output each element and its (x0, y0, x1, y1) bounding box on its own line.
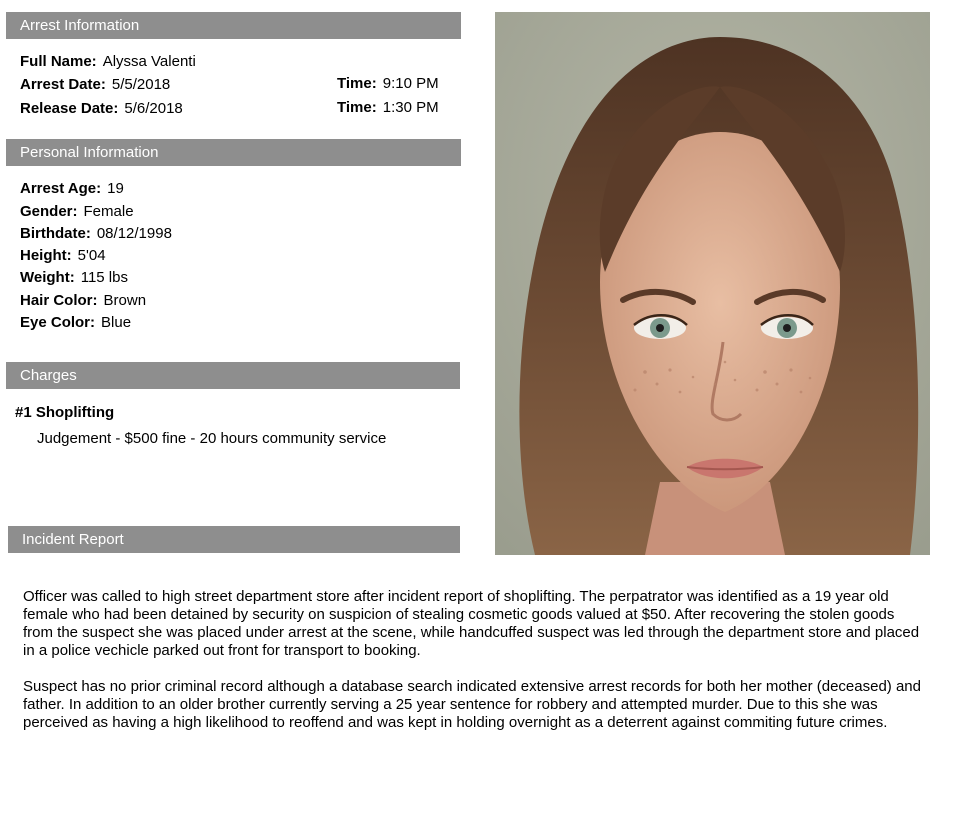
arrest-time-row (337, 74, 439, 94)
personal-field-row (20, 224, 172, 244)
gender-value: Female (83, 203, 134, 220)
arrest-date-label: Arrest Date: (20, 76, 106, 93)
release-time-label: Time: (337, 99, 377, 116)
weight-value: 115 lbs (80, 269, 128, 286)
personal-field-row (20, 268, 128, 288)
personal-field-row (20, 291, 146, 311)
incident-paragraph: Officer was called to high street department store after incident report of shoplifting. The perpatrator was identified as a 19 year old female who had been detained by security on suspicion of stealing cosmetic goods valued at $50. After recovering the stolen goods from the suspect she was placed under arrest at the scene, while handcuffed suspect was led through the department store and placed in a police vechicle parked out front for transport to booking. (23, 588, 920, 659)
arrest-date-value: 5/5/2018 (111, 76, 171, 93)
eye-color-value: Blue (101, 314, 132, 331)
gender-label: Gender: (20, 203, 78, 220)
hair-color-label: Hair Color: (20, 292, 98, 309)
full-name-label: Full Name: (20, 53, 97, 70)
mugshot-photo (495, 12, 930, 555)
charge-title: #1 Shoplifting (15, 404, 115, 421)
charges-header: Charges (6, 362, 460, 389)
weight-label: Weight: (20, 269, 75, 286)
arrest-age-value: 19 (107, 180, 124, 197)
birthdate-value: 08/12/1998 (96, 225, 172, 242)
arrest-time-value: 9:10 PM (382, 75, 439, 92)
arrest-date-row (20, 75, 170, 95)
arrest-information-header: Arrest Information (6, 12, 461, 39)
eye-color-label: Eye Color: (20, 314, 96, 331)
height-value: 5'04 (77, 247, 106, 264)
release-date-value: 5/6/2018 (124, 100, 183, 117)
mugshot-illustration (495, 12, 930, 555)
incident-report-header: Incident Report (8, 526, 460, 553)
personal-information-header: Personal Information (6, 139, 461, 166)
birthdate-label: Birthdate: (20, 225, 91, 242)
incident-paragraph: Suspect has no prior criminal record although a database search indicated extensive arrest records for both her mother (deceased) and father. In addition to an older brother currently serving a 25 year sentence for robbery and attempted murder. Due to this she was perceived as having a high likelihood to reoffend and was kept in holding overnight as a deterrent against commiting future crimes. (23, 678, 921, 731)
personal-field-row (20, 179, 124, 199)
height-label: Height: (20, 247, 72, 264)
release-date-label: Release Date: (20, 100, 119, 117)
hair-color-value: Brown (103, 292, 147, 309)
full-name-value: Alyssa Valenti (102, 53, 196, 70)
arrest-age-label: Arrest Age: (20, 180, 102, 197)
charge-judgement: Judgement - $500 fine - 20 hours community service (37, 430, 387, 447)
release-date-row (20, 99, 183, 119)
arrest-time-label: Time: (337, 75, 377, 92)
personal-field-row (20, 202, 134, 222)
release-time-row (337, 98, 439, 118)
release-time-value: 1:30 PM (382, 99, 439, 116)
full-name-row (20, 52, 196, 72)
personal-field-row (20, 313, 131, 333)
personal-field-row (20, 246, 106, 266)
